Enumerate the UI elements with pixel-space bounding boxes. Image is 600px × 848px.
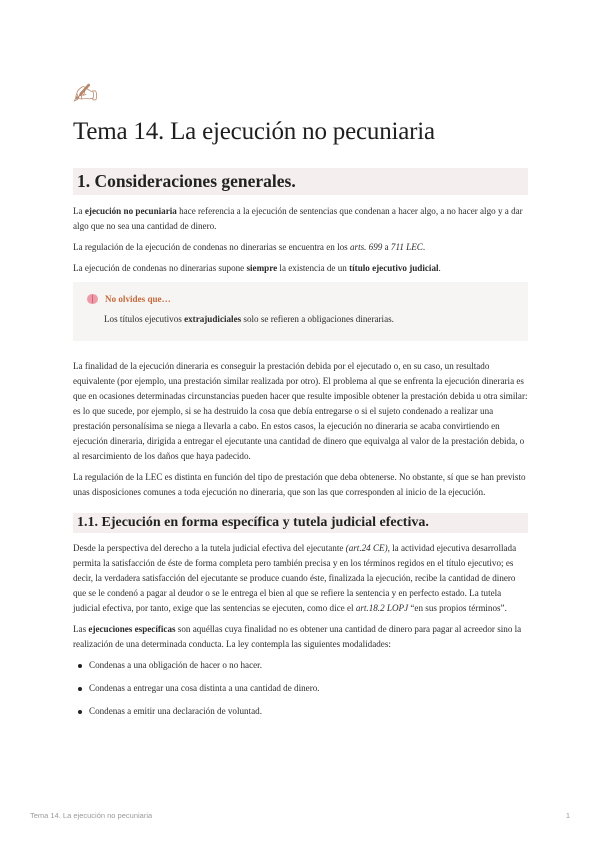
paragraph-3: La ejecución de condenas no dinerarias supone siempre la existencia de un título ejecutivo judicial.: [73, 263, 441, 273]
modalities-list: [73, 658, 528, 719]
section-heading-1-1: 1.1. Ejecución en forma específica y tutela judicial efectiva.: [73, 513, 528, 533]
callout-title: No olvides que…: [105, 294, 171, 304]
list-item: Condenas a entregar una cosa distinta a una cantidad de dinero.: [73, 681, 528, 696]
paragraph-2: La regulación de la ejecución de condenas no dinerarias se encuentra en los arts. 699 a 711 LEC.: [73, 242, 426, 252]
paragraph-4: La finalidad de la ejecución dineraria es conseguir la prestación debida por el ejecutado o, en su caso, un resultado equivalente (por ejemplo, una prestación similar realizada por otro). El problema al que se enfrenta la ejecución dineraria es que en ocasiones determinadas circunstancias pueden hacer que resulte imposible obtener la prestación debida u otra similar: es lo que sucede, por ejemplo, si se ha destruido la cosa que debía entregarse o si el sujeto condenado a realizar una prestación personalísima se niega a llevarla a cabo. En estos casos, la ejecución no dineraria se acaba convirtiendo en ejecución dineraria, dirigida a entregar el ejecutante una cantidad de dinero que equivalga al valor de la prestación debida, o al resarcimiento de los daños que haya padecido.: [73, 361, 528, 461]
callout-header: [87, 294, 514, 304]
callout-text: Los títulos ejecutivos extrajudiciales solo se refieren a obligaciones dinerarias.: [104, 314, 394, 324]
footer-title: Tema 14. La ejecución no pecuniaria: [30, 811, 153, 820]
list-item: Condenas a una obligación de hacer o no hacer.: [73, 658, 528, 673]
writing-hand-icon: ✍: [73, 77, 99, 112]
page-title: Tema 14. La ejecución no pecuniaria: [73, 118, 435, 145]
paragraph-5: La regulación de la LEC es distinta en función del tipo de prestación que deba obtenerse. No obstante, sí que se han previsto unas disposiciones comunes a toda ejecución no dineraria, que son las que corresponden al inicio de la ejecución.: [73, 472, 526, 497]
list-item: Condenas a emitir una declaración de voluntad.: [73, 704, 528, 719]
document-page: [73, 78, 528, 725]
page-number: 1: [565, 811, 570, 820]
callout-box: [73, 282, 528, 341]
paragraph-1: La ejecución no pecuniaria hace referencia a la ejecución de sentencias que condenan a hacer algo, a no hacer algo y a dar algo que no sea una cantidad de dinero.: [73, 206, 523, 231]
paragraph-6: Desde la perspectiva del derecho a la tutela judicial efectiva del ejecutante (art.24 CE), la actividad ejecutiva desarrollada permita la satisfacción de éste de forma completa pero también precisa y en los términos regidos en el título ejecutivo; es decir, la verdadera satisfacción del ejecutante se produce cuando éste, finalizada la ejecución, recibe la cantidad de dinero que se le condenó a pagar al deudor o se le entrega el bien al que se refiere la sentencia y en perfecto estado. La tutela judicial efectiva, por tanto, exige que las sentencias se ejecuten, como dice el art.18.2 LOPJ “en sus propios términos”.: [73, 543, 517, 613]
paragraph-7: Las ejecuciones específicas son aquéllas cuya finalidad no es obtener una cantidad de dinero para pagar al acreedor sino la realización de una determinada conducta. La ley contempla las siguientes modalidades:: [73, 624, 522, 649]
section-heading-1: 1. Consideraciones generales.: [73, 168, 528, 195]
page-footer: [30, 811, 570, 820]
brain-icon: [87, 294, 98, 304]
